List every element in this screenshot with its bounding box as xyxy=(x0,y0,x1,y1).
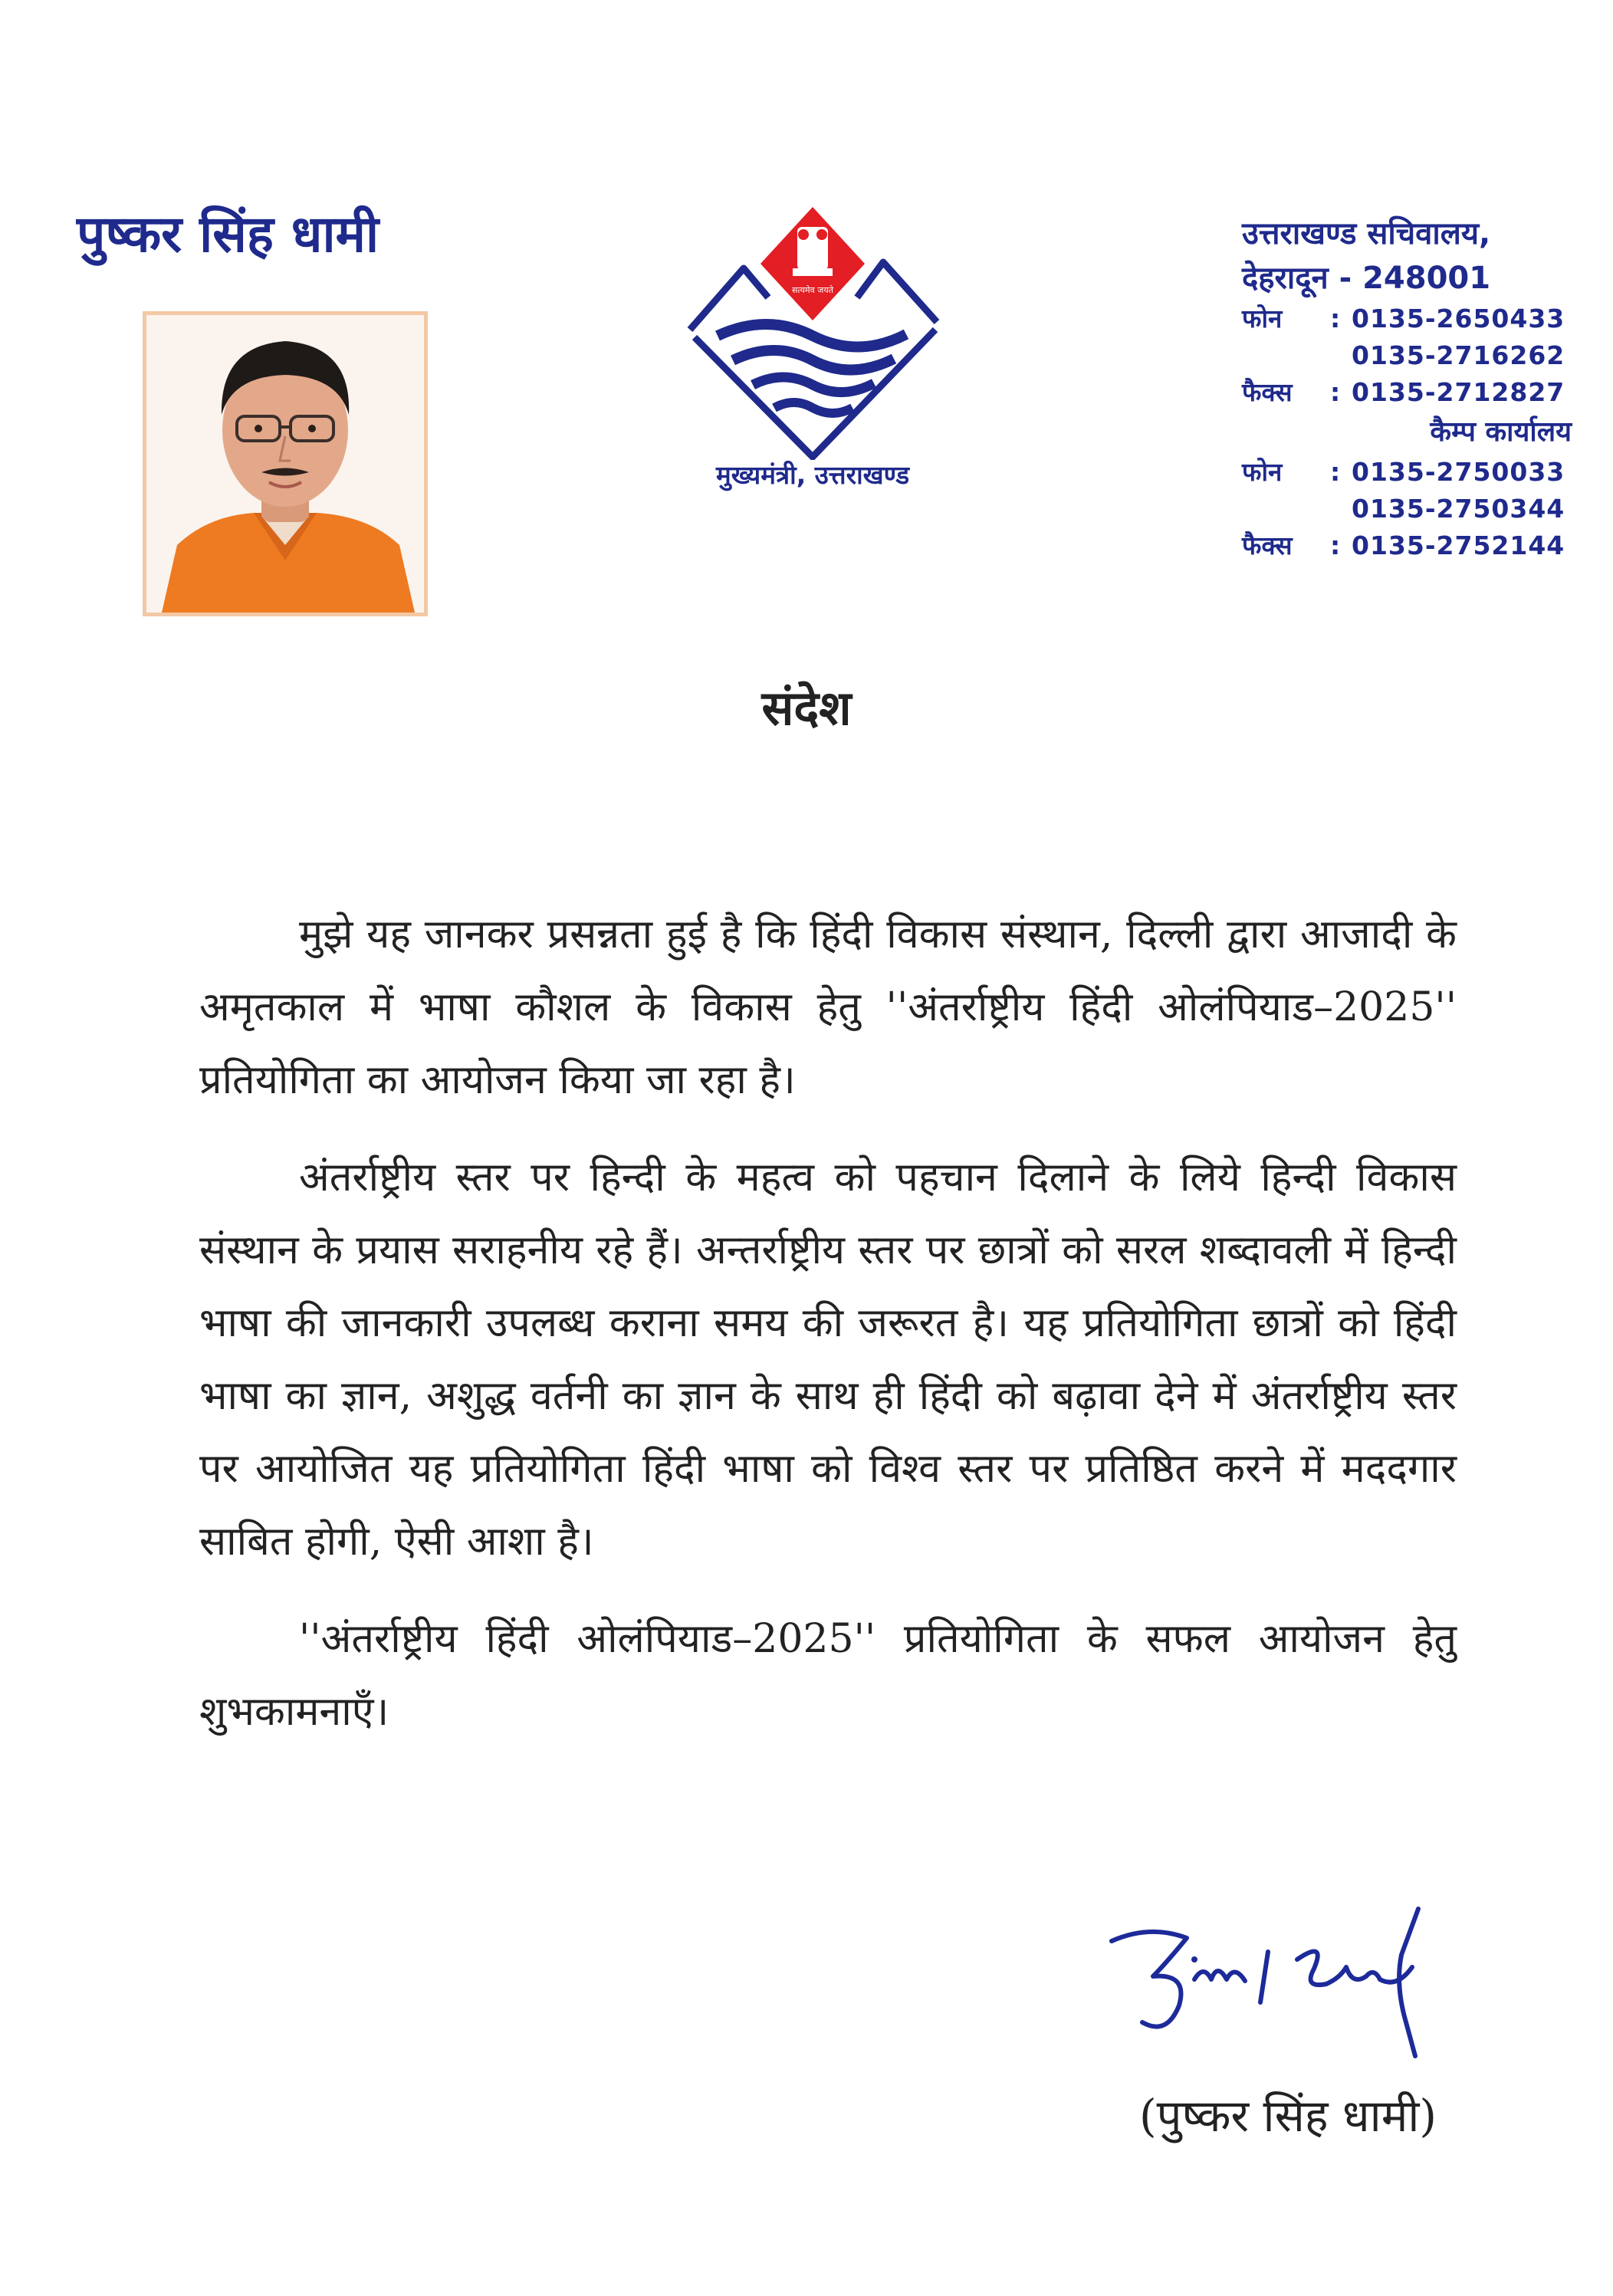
contact-label xyxy=(1242,491,1330,527)
document-heading: संदेश xyxy=(761,680,852,736)
contact-label: फोन xyxy=(1242,457,1283,487)
contact-separator xyxy=(1330,491,1352,527)
fax-number: 0135-2752144 xyxy=(1352,530,1565,560)
contact-separator: : xyxy=(1330,377,1341,407)
contact-row xyxy=(1242,301,1579,337)
address-line-1: उत्तराखण्ड सचिवालय, xyxy=(1242,216,1491,251)
contact-label: फैक्स xyxy=(1242,530,1293,560)
portrait-icon xyxy=(146,315,424,613)
address-block xyxy=(1242,212,1579,564)
contact-row xyxy=(1242,527,1579,564)
contact-row xyxy=(1242,454,1579,491)
contact-separator: : xyxy=(1330,530,1341,560)
portrait-photo xyxy=(143,311,428,616)
message-paragraph: मुझे यह जानकर प्रसन्नता हुई है कि हिंदी विकास संस्थान, दिल्ली द्वारा आजादी के अमृतकाल में भाषा कौशल के विकास हेतु ''अंतर्राष्ट्रीय हिंदी ओलंपियाड–2025'' प्रतियोगिता का आयोजन किया जा रहा है। xyxy=(199,912,1457,1103)
message-paragraph: अंतर्राष्ट्रीय स्तर पर हिन्दी के महत्व को पहचान दिलाने के लिये हिन्दी विकास संस्थान के प्रयास सराहनीय रहे हैं। अन्तर्राष्ट्रीय स्तर पर छात्रों को सरल शब्दावली में हिन्दी भाषा की जानकारी उपलब्ध कराना समय की जरूरत है। यह प्रतियोगिता छात्रों को हिंदी भाषा का ज्ञान, अशुद्ध वर्तनी का ज्ञान के साथ ही हिंदी को बढ़ावा देने में अंतर्राष्ट्रीय स्तर पर आयोजित यह प्रतियोगिता हिंदी भाषा को विश्व स्तर पर प्रतिष्ठित करने में मददगार साबित होगी, ऐसी आशा है। xyxy=(199,1155,1457,1565)
contact-row xyxy=(1242,337,1579,374)
sender-name: पुष्कर सिंह धामी xyxy=(77,205,379,264)
emblem-motto: सत्यमेव जयते xyxy=(791,285,834,295)
contact-separator: : xyxy=(1330,304,1341,333)
contact-row xyxy=(1242,491,1579,527)
phone-number: 0135-2650433 xyxy=(1352,304,1565,333)
address-line-2: देहरादून - 248001 xyxy=(1242,261,1491,296)
uttarakhand-emblem-icon xyxy=(682,207,943,460)
camp-office-title: कैम्प कार्यालय xyxy=(1430,416,1572,448)
phone-number: 0135-2750344 xyxy=(1352,494,1565,524)
contact-separator: : xyxy=(1330,457,1341,487)
phone-number: 0135-2716262 xyxy=(1352,340,1565,370)
message-paragraph: ''अंतर्राष्ट्रीय हिंदी ओलंपियाड–2025'' प्रतियोगिता के सफल आयोजन हेतु शुभकामनाएँ। xyxy=(199,1616,1457,1735)
office-caption: मुख्यमंत्री, उत्तराखण्ड xyxy=(716,460,909,490)
contact-label: फोन xyxy=(1242,304,1283,333)
contact-label: फैक्स xyxy=(1242,377,1293,407)
state-emblem xyxy=(682,207,943,460)
contact-separator xyxy=(1330,337,1352,374)
contact-row xyxy=(1242,374,1579,411)
signature xyxy=(1096,1894,1457,2062)
signatory-name: (पुष्कर सिंह धामी) xyxy=(1138,2090,1437,2142)
message-body xyxy=(199,898,1457,1773)
contact-label xyxy=(1242,337,1330,374)
fax-number: 0135-2712827 xyxy=(1352,377,1565,407)
phone-number: 0135-2750033 xyxy=(1352,457,1565,487)
handwritten-signature-icon xyxy=(1096,1894,1457,2062)
